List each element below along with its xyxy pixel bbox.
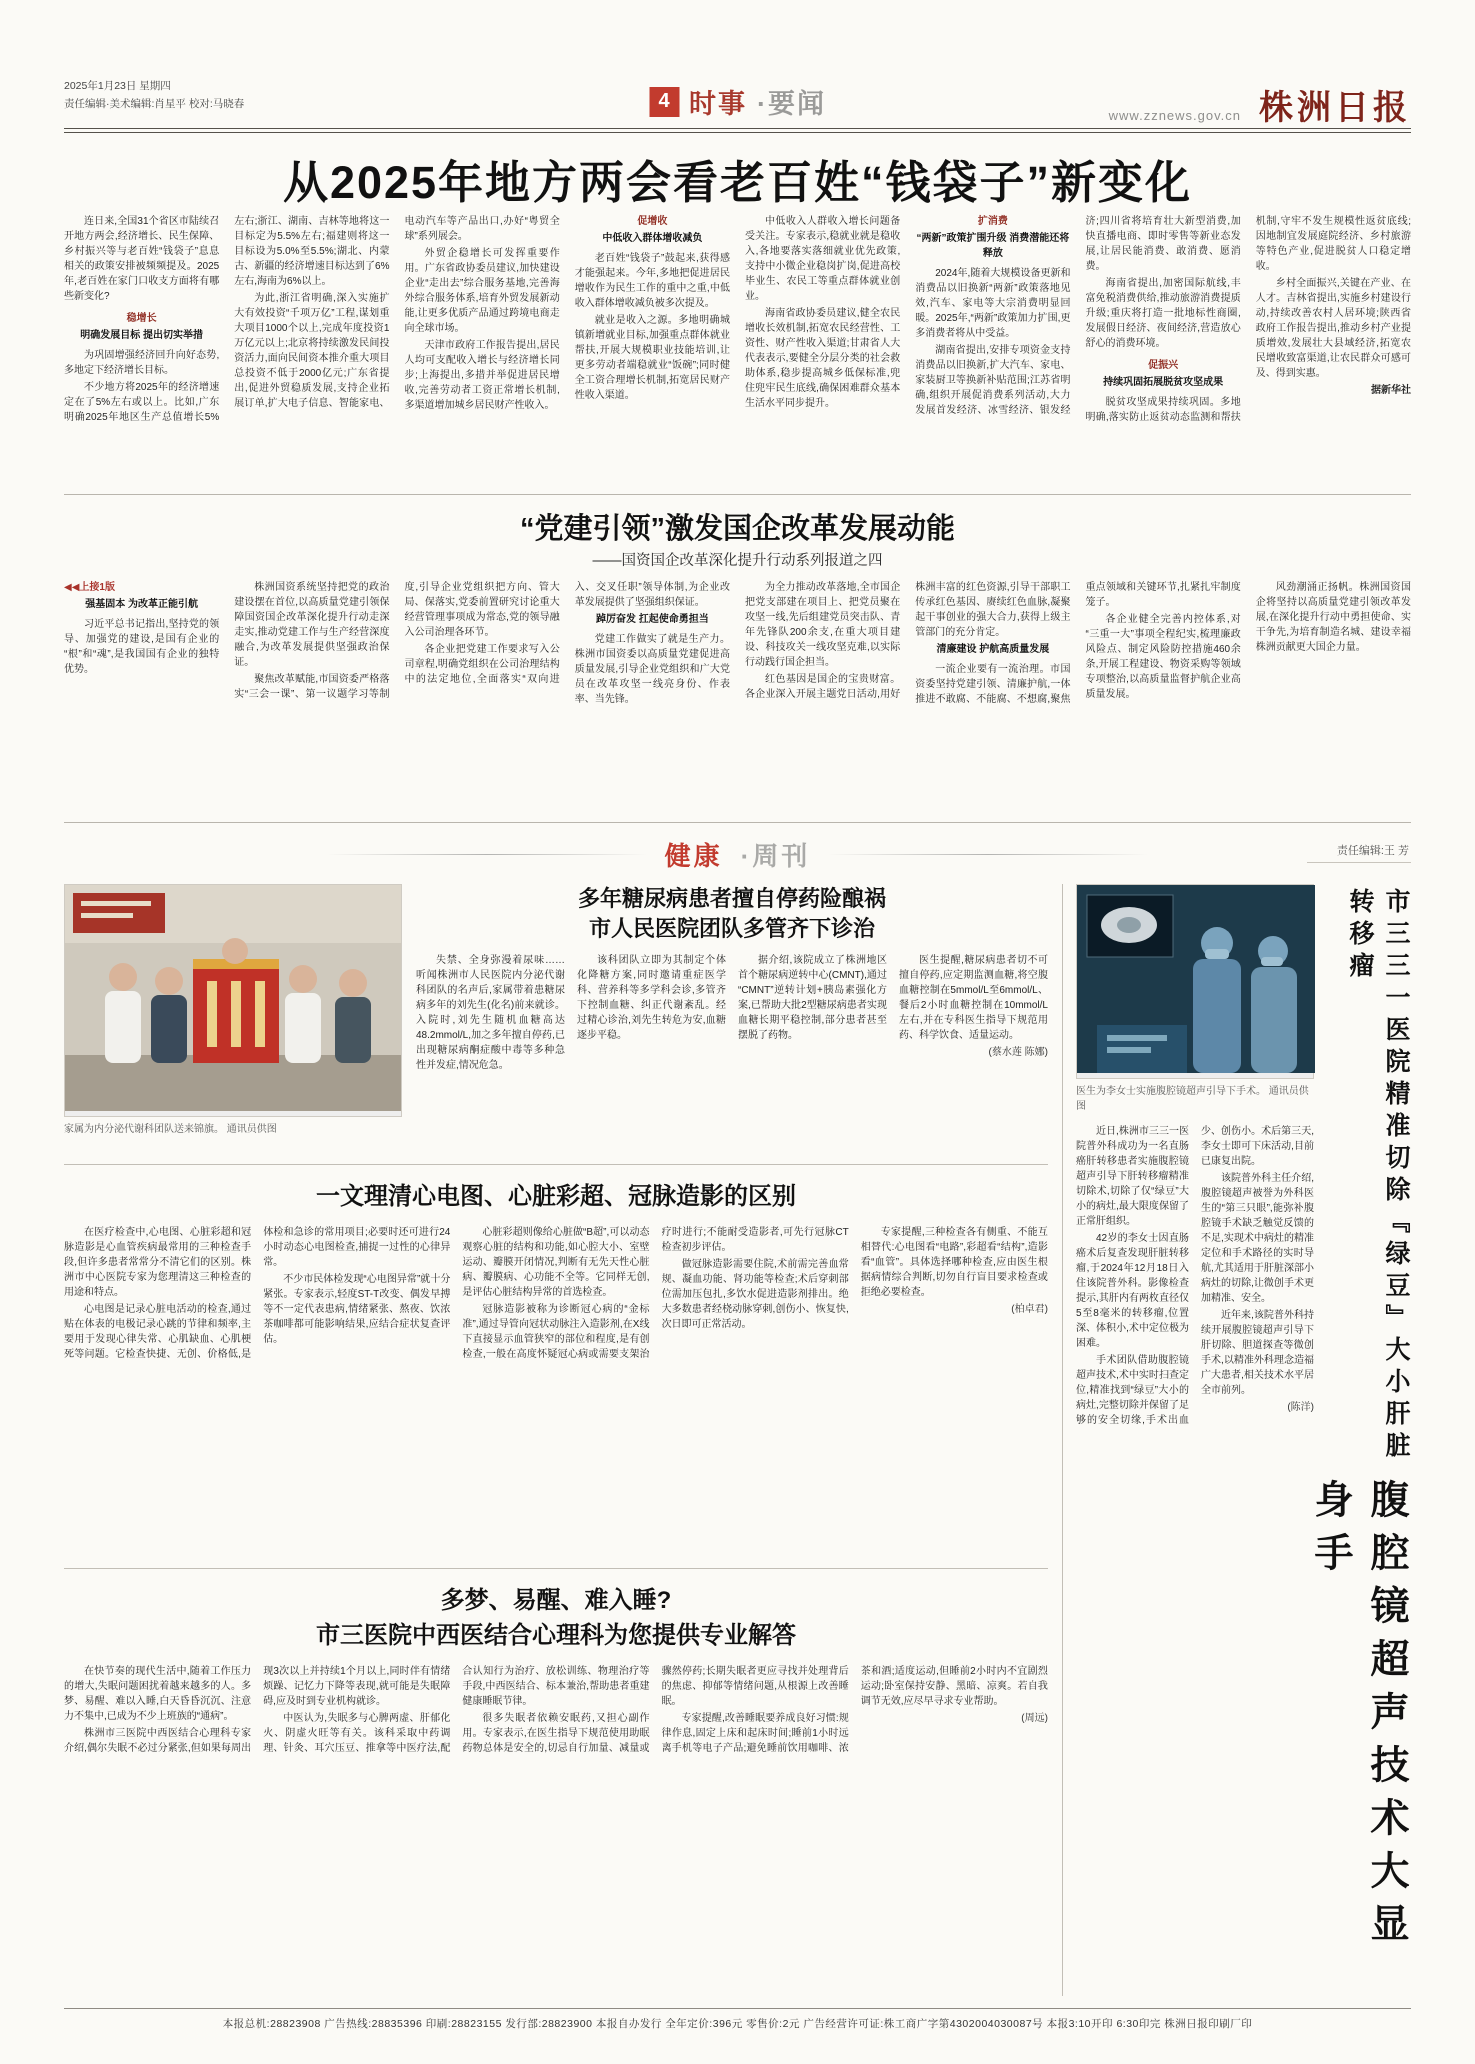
diabetes-headline-1: 多年糖尿病患者擅自停药险酿祸	[577, 886, 886, 911]
header-brand	[1109, 80, 1411, 129]
sleep-headline-2: 市三医院中西医结合心理科为您提供专业解答	[316, 1622, 796, 1649]
article-paragraph: 该科团队立即为其制定个体化降糖方案,同时邀请重症医学科、营养科等多学科会诊,多管齐下控制血糖、纠正代谢紊乱。经过精心诊治,刘先生转危为安,血糖逐步平稳。	[577, 955, 726, 1042]
header-rule	[64, 128, 1411, 133]
health-weekly-banner	[64, 836, 1411, 873]
divider-rule	[64, 1164, 1048, 1165]
masthead-logo: 株洲日报	[1259, 90, 1411, 127]
ecg-columns	[64, 1225, 1048, 1525]
banner-line-left	[327, 854, 647, 855]
health-editor-label: 责任编辑:王 芳	[1307, 842, 1411, 863]
article-paragraph: 冠脉造影被称为诊断冠心病的“金标准”,通过导管向冠状动脉注入造影剂,在X线下直接显示血管狭窄的部位和程度,是有创检查,一般在高度怀疑冠心病或需要支架治疗时进行;不能耐受造影者,可先行冠脉CT检查初步评估。	[462, 1227, 849, 1360]
diabetes-photo-block	[64, 884, 402, 1137]
article-paragraph: 为全力推动改革落地,全市国企把党支部建在项目上、把党员聚在攻坚一线,先后组建党员突击队、青年先锋队200余支,在重大项目建设、科技攻关一线攻坚克难,以实际行动践行国企担当。	[745, 582, 901, 668]
article-paragraph: 稳增长	[126, 313, 157, 324]
article-paragraph: 天津市政府工作报告提出,居民人均可支配收入增长与经济增长同步;上海提出,多措并举促进居民增收,完善劳动者工资正常增长机制,多渠道增加城乡居民财产性收入。	[404, 340, 560, 411]
article-paragraph: 各企业健全完善内控体系,对“三重一大”事项全程纪实,梳理廉政风险点、制定风险防控措施460余条,开展工程建设、物资采购等领域专项整治,以高质量监督护航企业高质量发展。	[1085, 614, 1241, 700]
article-paragraph: 老百姓“钱袋子”鼓起来,获得感才能强起来。今年,多地把促进居民增收作为民生工作的重中之重,中低收入群体增收减负被多次提及。	[574, 253, 730, 309]
surgery-vertical-headline	[1302, 888, 1414, 1992]
diabetes-article-body	[416, 884, 1048, 1137]
diabetes-article	[64, 884, 1048, 1137]
article-paragraph: 株洲市三医院中西医结合心理科专家介绍,偶尔失眠不必过分紧张,但如果每周出现3次以上并持续1个月以上,同时伴有情绪烦躁、记忆力下降等表现,就可能是失眠障碍,应及时到专业机构就诊。	[64, 1666, 451, 1754]
surgery-article	[1076, 884, 1414, 1996]
banner-line-right	[828, 854, 1148, 855]
sleep-article	[64, 1580, 1048, 1964]
article-paragraph: 一流企业要有一流治理。市国资委坚持党建引领、清廉护航,一体推进不敢腐、不能腐、不想腐,聚焦重点领域和关键环节,扎紧扎牢制度笼子。	[915, 582, 1241, 705]
article-paragraph: 乡村全面振兴,关键在产业、在人才。吉林省提出,实施乡村建设行动,持续改善农村人居环境;陕西省政府工作报告提出,推动乡村产业提质增效,发展壮大县域经济,拓宽农民增收致富渠道,让农民群众可感可及、得到实惠。	[1255, 278, 1411, 379]
vertical-divider	[1062, 884, 1063, 1996]
article-paragraph: 外贸企稳增长可发挥重要作用。广东省政协委员建议,加快建设企业“走出去”综合服务基地,完善海外综合服务体系,培育外贸发展新动能,让更多优质产品通过跨境电商走向全球市场。	[404, 248, 560, 334]
article-paragraph: 近年来,该院普外科持续开展腹腔镜超声引导下肝切除、胆道探查等微创手术,以精准外科理念造福广大患者,相关技术水平居全市前列。	[1201, 1310, 1314, 1396]
article-paragraph: 医生提醒,糖尿病患者切不可擅自停药,应定期监测血糖,将空腹血糖控制在5mmol/L至6mmol/L、餐后2小时血糖控制在10mmol/L左右,并在专科医生指导下规范用药、科学饮食、适量运动。	[899, 955, 1048, 1042]
sleep-columns	[64, 1664, 1048, 1964]
article-paragraph: 踔厉奋发 扛起使命勇担当	[595, 614, 709, 625]
hospital-photo-figure	[65, 885, 401, 1111]
article-paragraph: 不少市民体检发现“心电图异常”就十分紧张。专家表示,轻度ST-T改变、偶发早搏等不一定代表患病,情绪紧张、熬夜、饮浓茶咖啡都可能影响结果,应结合症状复查评估。	[263, 1274, 451, 1345]
article-paragraph: 风劲潮涌正扬帆。株洲国资国企将坚持以高质量党建引领改革发展,在深化提升行动中勇担使命、实干争先,为培育制造名城、建设幸福株洲贡献更大国企力量。	[1255, 582, 1411, 653]
article-paragraph: 做冠脉造影需要住院,术前需完善血常规、凝血功能、肾功能等检查;术后穿刺部位需加压包扎,多饮水促进造影剂排出。绝大多数患者经桡动脉穿刺,创伤小、恢复快,次日即可正常活动。	[661, 1259, 849, 1330]
sleep-headline-1: 多梦、易醒、难入睡?	[440, 1587, 672, 1614]
diabetes-headline-2: 市人民医院团队多管齐下诊治	[588, 915, 875, 941]
article-paragraph: 为巩固增强经济回升向好态势,多地定下经济增长目标。	[64, 350, 220, 376]
article-paragraph: 持续巩固拓展脱贫攻坚成果	[1103, 377, 1224, 388]
health-banner-subtitle: ·周刊	[740, 841, 811, 871]
article-paragraph: 42岁的李女士因直肠癌术后复查发现肝脏转移瘤,于2024年12月18日入住该院普外科。影像检查提示,其肝内有两枚直径仅5至8毫米的转移瘤,位置深、体积小,术中定位极为困难。	[1076, 1233, 1189, 1349]
footer-rule	[64, 2008, 1411, 2009]
article-paragraph: 失禁、全身弥漫着尿味……听闻株洲市人民医院内分泌代谢科团队的名声后,家属带着患糖尿病多年的刘先生(化名)前来就诊。入院时,刘先生随机血糖高达48.2mmol/L,加之多年擅自停药,已出现糖尿病酮症酸中毒等多种急性并发症,情况危急。	[416, 955, 565, 1072]
surgery-columns	[1076, 1124, 1314, 1960]
article-paragraph: 中医认为,失眠多与心脾两虚、肝郁化火、阴虚火旺等有关。该科采取中药调理、针灸、耳穴压豆、推拿等中医疗法,配合认知行为治疗、放松训练、物理治疗等手段,中西医结合、标本兼治,帮助患者重建健康睡眠节律。	[263, 1666, 650, 1754]
diabetes-columns	[416, 953, 1048, 1131]
article-paragraph: 手术团队借助腹腔镜超声技术,术中实时扫查定位,精准找到“绿豆”大小的病灶,完整切除并保留了足够的安全切缘,手术出血少、创伤小。术后第三天,李女士即可下床活动,目前已康复出院。	[1076, 1126, 1314, 1426]
article-paragraph: 在快节奏的现代生活中,随着工作压力的增大,失眠问题困扰着越来越多的人。多梦、易醒、难以入睡,白天昏昏沉沉、注意力不集中,已成为不少上班族的“通病”。	[64, 1666, 252, 1722]
divider-rule	[64, 494, 1411, 495]
article-paragraph: 脱贫攻坚成果持续巩固。多地明确,落实防止返贫动态监测和帮扶机制,守牢不发生规模性返贫底线;因地制宜发展庭院经济、乡村旅游等特色产业,促进脱贫人口稳定增收。	[1085, 216, 1411, 423]
party-article-subtitle: ——国资国企改革深化提升行动系列报道之四	[592, 553, 883, 569]
editors-text: 责任编辑·美术编辑:肖星平 校对:马晓春	[64, 97, 245, 110]
article-paragraph: ◀◀上接1版	[64, 582, 115, 593]
article-paragraph: 该院普外科主任介绍,腹腔镜超声被誉为外科医生的“第三只眼”,能弥补腹腔镜手术缺乏触觉反馈的不足,实现术中病灶的精准定位和手术路径的实时导航,尤其适用于肝脏深部小病灶的切除,让微创手术更加精准、安全。	[1201, 1173, 1314, 1304]
diabetes-photo-caption: 家属为内分泌代谢科团队送来锦旗。 通讯员供图	[64, 1124, 277, 1135]
article-paragraph: 在医疗检查中,心电图、心脏彩超和冠脉造影是心血管疾病最常用的三种检查手段,但许多患者常常分不清它们的区别。株洲市中心医院专家为您理清这三种检查的用途和特点。	[64, 1227, 252, 1298]
article-paragraph: (蔡水莲 陈娜)	[988, 1047, 1048, 1059]
article-paragraph: 专家提醒,三种检查各有侧重、不能互相替代:心电图看“电路”,彩超看“结构”,造影看“血管”。具体选择哪种检查,应由医生根据病情综合判断,切勿自行盲目要求检查或拒绝必要检查。	[860, 1227, 1048, 1298]
article-paragraph: 近日,株洲市三三一医院普外科成功为一名直肠癌肝转移患者实施腹腔镜超声引导下肝转移瘤精准切除术,切除了仅“绿豆”大小的病灶,最大限度保留了正常肝组织。	[1076, 1126, 1189, 1227]
surgery-photo-figure	[1077, 885, 1315, 1073]
article-paragraph: 促增收	[637, 216, 668, 227]
party-article-columns	[64, 580, 1411, 812]
article-paragraph: 各企业把党建工作要求写入公司章程,明确党组织在公司治理结构中的法定地位,全面落实“双向进入、交叉任职”领导体制,为企业改革发展提供了坚强组织保证。	[404, 582, 730, 685]
divider-rule	[64, 1568, 1048, 1569]
article-paragraph: 很多失眠者依赖安眠药,又担心副作用。专家表示,在医生指导下规范使用助眠药物总体是安全的,切忌自行加量、减量或骤然停药;长期失眠者更应寻找并处理背后的焦虑、抑郁等情绪问题,从根源上改善睡眠。	[462, 1666, 849, 1754]
article-paragraph: 专家提醒,改善睡眠要养成良好习惯:规律作息,固定上床和起床时间;睡前1小时远离手机等电子产品;避免睡前饮用咖啡、浓茶和酒;适度运动,但睡前2小时内不宜剧烈运动;卧室保持安静、黑暗、凉爽。若自我调节无效,应尽早寻求专业帮助。	[661, 1666, 1048, 1754]
header-dateline	[64, 78, 244, 114]
article-paragraph: 清廉建设 护航高质量发展	[936, 644, 1050, 655]
surgery-kicker: 市三三一医院精准切除『绿豆』大小肝脏转移瘤	[1346, 888, 1410, 1464]
article-paragraph: (柏卓君)	[1011, 1304, 1048, 1315]
article-paragraph: “两新”政策扩围升级 消费潜能还将释放	[916, 233, 1070, 259]
article-paragraph: 红色基因是国企的宝贵财富。各企业深入开展主题党日活动,用好株洲丰富的红色资源,引导干部职工传承红色基因、赓续红色血脉,凝聚起干事创业的强大合力,获得上级主管部门的充分肯定。	[745, 582, 1071, 700]
article-paragraph: 株洲国资系统坚持把党的政治建设摆在首位,以高质量党建引领保障国资国企改革深化提升行动走深走实,推动党建工作与生产经营深度融合,为改革发展提供坚强政治保证。	[234, 582, 390, 668]
article-paragraph: 强基固本 为改革正能引航	[85, 599, 199, 610]
article-paragraph: 心电图是记录心脏电活动的检查,通过贴在体表的电极记录心跳的节律和频率,主要用于发现心律失常、心肌缺血、心肌梗死等问题。它检查快捷、无创、价格低,是体检和急诊的常用项目;必要时还可进行24小时动态心电图检查,捕捉一过性的心律异常。	[64, 1227, 451, 1360]
article-paragraph: 明确发展目标 提出切实举措	[80, 330, 204, 341]
article-paragraph: 海南省提出,加密国际航线,丰富免税消费供给,推动旅游消费提质升级;重庆将打造一批地标性商圈,发展假日经济、夜间经济,营造放心舒心的消费环境。	[1085, 278, 1241, 349]
article-paragraph: 2024年,随着大规模设备更新和消费品以旧换新“两新”政策落地见效,汽车、家电等大宗消费明显回暖。2025年,“两新”政策加力扩围,更多消费者将从中受益。	[915, 268, 1071, 339]
section-title: 时事	[689, 89, 747, 119]
article-paragraph: (陈洋)	[1287, 1402, 1314, 1413]
article-paragraph: 就业是收入之源。多地明确城镇新增就业目标,加强重点群体就业帮扶,开展大规模职业技能培训,让更多劳动者端稳就业“饭碗”;同时健全工资合理增长机制,拓宽居民财产性收入渠道。	[574, 315, 730, 401]
article-paragraph: 湖南省提出,安排专项资金支持消费品以旧换新,扩大汽车、家电、家装厨卫等换新补贴范围;江苏省明确,组织开展促消费系列活动,大力发展首发经济、冰雪经济、银发经济;四川省将培育壮大新型消费,加快直播电商、即时零售等新业态发展,让居民能消费、敢消费、愿消费。	[915, 216, 1241, 416]
article-paragraph: 扩消费	[977, 216, 1008, 227]
article-paragraph: 不少地方将2025年的经济增速定在了5%左右或以上。比如,广东明确2025年地区生产总值增长5%左右;浙江、湖南、吉林等地将这一目标定为5.5%左右;福建则将这一目标设为5.0%至5.5%;湖北、内蒙古、新疆的经济增速目标达到了6%左右,海南为6%以上。	[64, 216, 390, 423]
article-paragraph: (周远)	[1021, 1713, 1048, 1724]
article-paragraph: 聚焦改革赋能,市国资委严格落实“三会一课”、第一议题学习等制度,引导企业党组织把方向、管大局、保落实,党委前置研究讨论重大经营管理事项成为常态,党的领导融入公司治理各环节。	[234, 582, 560, 700]
section-header	[649, 82, 826, 121]
divider-rule	[64, 822, 1411, 823]
article-paragraph: 党建工作做实了就是生产力。株洲市国资委以高质量党建促进高质量发展,引导企业党组织和广大党员在改革攻坚一线亮身份、作表率、当先锋。	[574, 634, 730, 705]
hospital-group-photo	[64, 884, 402, 1117]
ecg-article	[64, 1176, 1048, 1525]
website-link[interactable]: www.zznews.gov.cn	[1108, 108, 1241, 123]
section-subtitle: ·要闻	[757, 89, 826, 119]
article-paragraph: 促振兴	[1148, 360, 1179, 371]
surgery-photo	[1076, 884, 1314, 1079]
main-article-columns	[64, 214, 1411, 482]
article-paragraph: 习近平总书记指出,坚持党的领导、加强党的建设,是国有企业的“根”和“魂”,是我国国有企业的独特优势。	[64, 619, 220, 675]
page-number-badge: 4	[649, 87, 679, 117]
health-banner-title: 健康	[664, 841, 723, 871]
surgery-photo-caption: 医生为李女士实施腹腔镜超声引导下手术。 通讯员供图	[1076, 1086, 1309, 1112]
article-paragraph: 据新华社	[1371, 385, 1411, 396]
main-article-headline: 从2025年地方两会看老百姓“钱袋子”新变化	[282, 157, 1193, 208]
article-paragraph: 连日来,全国31个省区市陆续召开地方两会,经济增长、民生保障、乡村振兴等与老百姓“钱袋子”息息相关的政策安排被频频提及。2025年,老百姓在家门口收支方面将有哪些新变化?	[64, 216, 220, 302]
article-paragraph: 海南省政协委员建议,健全农民增收长效机制,拓宽农民经营性、工资性、财产性收入渠道;甘肃省人大代表表示,要健全分层分类的社会救助体系,稳步提高城乡低保标准,兜住兜牢民生底线,确保困难群众基本生活水平同步提升。	[745, 308, 901, 409]
article-paragraph: 为此,浙江省明确,深入实施扩大有效投资“千项万亿”工程,谋划重大项目1000个以上,完成年度投资1万亿元以上;北京将持续激发民间投资活力,面向民间资本推介重大项目总投资不低于2000亿元;广东省提出,促进外贸稳质发展,支持企业拓展订单,扩大电子信息、智能家电、电动汽车等产品出口,办好“粤贸全球”系列展会。	[234, 216, 560, 409]
footer-info: 本报总机:28823908 广告热线:28835396 印刷:28823155 发行部:28823900 本报自办发行 全年定价:396元 零售价:2元 广告经营许可证:株工商广字第4302004030087号 本报3:10开印 6:30印完 株洲日报印刷厂印	[222, 2018, 1253, 2030]
article-paragraph: 心脏彩超则像给心脏做“B超”,可以动态观察心脏的结构和功能,如心腔大小、室壁运动、瓣膜开闭情况,判断有无先天性心脏病、瓣膜病、心功能不全等。它同样无创,是评估心脏结构异常的首选检查。	[462, 1227, 650, 1298]
ecg-headline: 一文理清心电图、心脏彩超、冠脉造影的区别	[316, 1183, 796, 1210]
article-paragraph: 中低收入群体增收减负	[602, 233, 703, 244]
article-paragraph: 据介绍,该院成立了株洲地区首个糖尿病逆转中心(CMNT),通过“CMNT”逆转计划+胰岛素强化方案,已帮助大批2型糖尿病患者实现血糖长期平稳控制,部分患者甚至摆脱了药物。	[738, 955, 887, 1042]
article-paragraph: 中低收入人群收入增长问题备受关注。专家表示,稳就业就是稳收入,各地要落实落细就业优先政策,支持中小微企业稳岗扩岗,促进高校毕业生、农民工等重点群体就业创业。	[745, 216, 901, 302]
date-text: 2025年1月23日 星期四	[64, 80, 171, 92]
party-article-headline: “党建引领”激发国企改革发展动能	[519, 513, 955, 545]
surgery-photo-block	[1076, 884, 1314, 1114]
surgery-main-title: 腹腔镜超声技术大显身手	[1309, 1479, 1408, 1957]
